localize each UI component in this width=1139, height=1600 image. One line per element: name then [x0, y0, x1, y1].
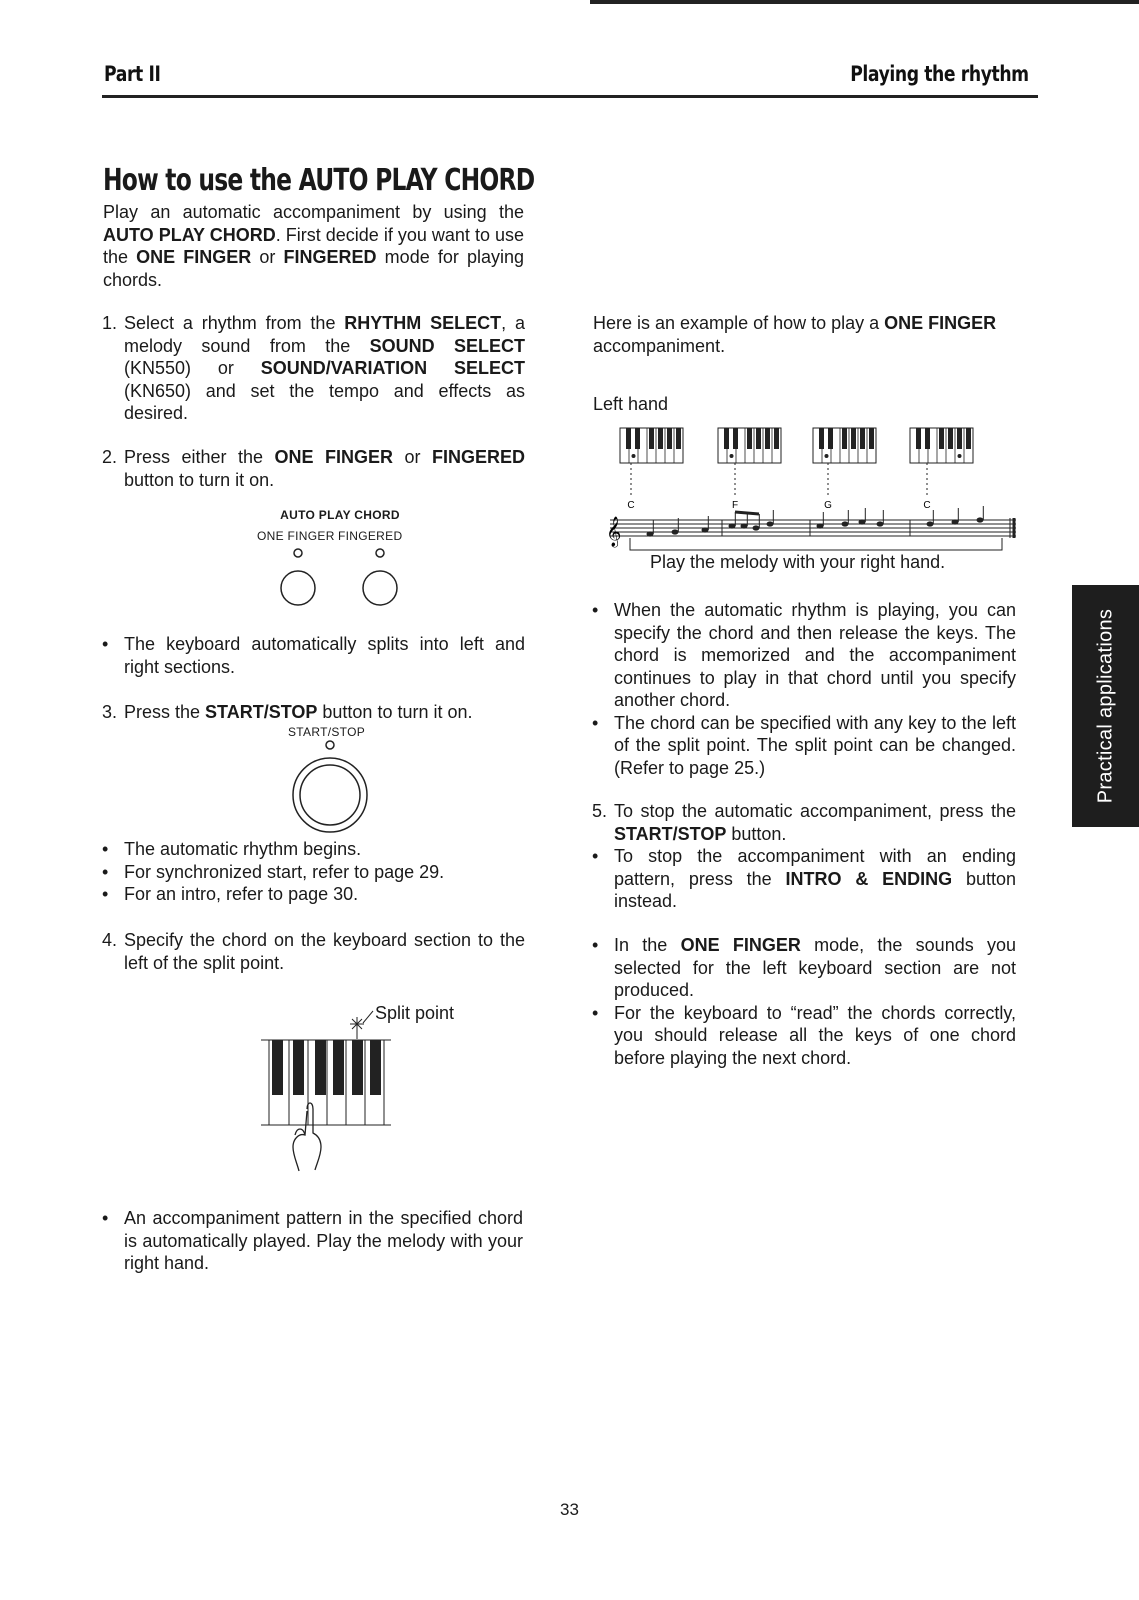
chord-keyboard-icon — [910, 428, 973, 463]
header-part: Part II — [104, 62, 161, 86]
bullets-chord-memory — [590, 599, 1016, 779]
list-item: • In the ONE FINGER mode, the sounds you selected for the left keyboard section are not produced. — [592, 935, 1016, 1000]
one-finger-button[interactable] — [281, 571, 315, 605]
list-item: • The chord can be specified with any key to the left of the split point. The split point can be changed. (Refer to page 25.) — [592, 712, 1016, 778]
step-2: 2. Press either the ONE FINGER or FINGERED button to turn it on. — [102, 447, 526, 490]
melody-note-icon — [817, 523, 824, 528]
panel-one-finger-label: ONE FINGER — [257, 529, 335, 543]
split-point-label: Split point — [375, 1003, 455, 1023]
bullets-rhythm — [100, 838, 525, 906]
melody-note-icon — [702, 527, 709, 532]
melody-note-icon — [877, 521, 884, 526]
treble-clef-icon: 𝄞 — [606, 516, 622, 546]
one-finger-indicator-icon — [294, 549, 302, 557]
chord-keyboard-icon — [718, 428, 781, 463]
step-4: 4. Specify the chord on the keyboard section to the left of the split point. — [102, 930, 525, 973]
step-3: 3. Press the START/STOP button to turn it on. — [102, 702, 473, 722]
chord-label: C — [627, 500, 635, 511]
start-stop-press-ring-icon — [293, 758, 367, 832]
list-item: • For synchronized start, refer to page 29. — [102, 861, 445, 882]
bullet-ending: • To stop the accompaniment with an ending pattern, press the INTRO & ENDING button instead. — [592, 846, 1016, 911]
split-point-keyboard-diagram — [255, 1005, 395, 1180]
list-item: • For an intro, refer to page 30. — [102, 884, 359, 904]
example-paragraph: Here is an example of how to play a ONE FINGER accompaniment. — [593, 313, 997, 356]
melody-note-icon — [647, 531, 654, 536]
page-title: How to use the AUTO PLAY CHORD — [103, 163, 535, 198]
chord-connector-lines — [631, 463, 927, 495]
list-item: • When the automatic rhythm is playing, you can specify the chord and then release the keys. The chord is memorized and the accompaniment continues to play in that chord until you specify another chord. — [592, 600, 1016, 710]
melody-note-icon — [729, 523, 736, 528]
one-finger-example-diagram — [606, 420, 1020, 570]
list-item: • For the keyboard to “read” the chords correctly, you should release all the keys of one chord before playing the next chord. — [592, 1002, 1016, 1068]
section-side-tab — [1072, 585, 1139, 827]
start-stop-button-diagram — [285, 738, 385, 838]
page-number: 33 — [560, 1500, 579, 1519]
chord-label: F — [731, 500, 739, 511]
bullets-notes — [590, 934, 1016, 1069]
fingered-indicator-icon — [376, 549, 384, 557]
auto-play-chord-buttons — [275, 545, 405, 610]
step-1: 1. Select a rhythm from the RHYTHM SELECT, a melody sound from the SOUND SELECT (KN550) or SOUND/VARIATION SELECT (KN650) and set the tempo and effects as desired. — [102, 313, 525, 423]
panel-auto-play-chord-title: AUTO PLAY CHORD — [280, 508, 400, 522]
side-tab-label: Practical applications — [1094, 608, 1116, 804]
melody-bracket — [630, 538, 1002, 550]
melody-note-icon — [842, 521, 849, 526]
keyboard-icon — [261, 1040, 391, 1125]
panel-fingered-label: FINGERED — [338, 529, 403, 543]
start-stop-label: START/STOP — [288, 725, 366, 739]
split-point-star-icon — [350, 1011, 373, 1039]
start-stop-indicator-icon — [326, 741, 334, 749]
note-beam — [735, 512, 759, 514]
melody-note-icon — [672, 529, 679, 534]
header-section: Playing the rhythm — [850, 62, 1029, 86]
step-5: 5. To stop the automatic accompaniment, press the START/STOP button. — [592, 801, 1016, 844]
chord-keyboard-icon — [620, 428, 683, 463]
chord-label: G — [824, 500, 832, 511]
fingered-button[interactable] — [363, 571, 397, 605]
intro-paragraph: Play an automatic accompaniment by using the AUTO PLAY CHORD. First decide if you want to use the ONE FINGER or FINGERED mode for playing chords. — [103, 202, 525, 290]
header-rule — [102, 95, 1038, 98]
melody-note-icon — [767, 521, 774, 526]
chord-keyboard-icon — [813, 428, 876, 463]
bullet-accompaniment: • An accompaniment pattern in the specified chord is automatically played. Play the melody with your right hand. — [102, 1208, 523, 1273]
melody-note-icon — [753, 525, 760, 530]
melody-note-icon — [927, 521, 934, 526]
list-item: • The automatic rhythm begins. — [102, 839, 362, 859]
chord-keyboards — [620, 428, 973, 463]
melody-note-icon — [859, 519, 866, 524]
melody-caption: Play the melody with your right hand. — [650, 552, 946, 572]
chord-label: C — [923, 500, 931, 511]
bullet-split: • The keyboard automatically splits into left and right sections. — [102, 634, 525, 677]
melody-note-icon — [952, 519, 959, 524]
pointing-hand-icon — [293, 1103, 321, 1171]
top-rule — [590, 0, 1139, 4]
start-stop-button[interactable] — [300, 765, 360, 825]
melody-note-icon — [977, 517, 984, 522]
left-hand-label: Left hand — [593, 394, 669, 414]
melody-note-icon — [741, 523, 748, 528]
